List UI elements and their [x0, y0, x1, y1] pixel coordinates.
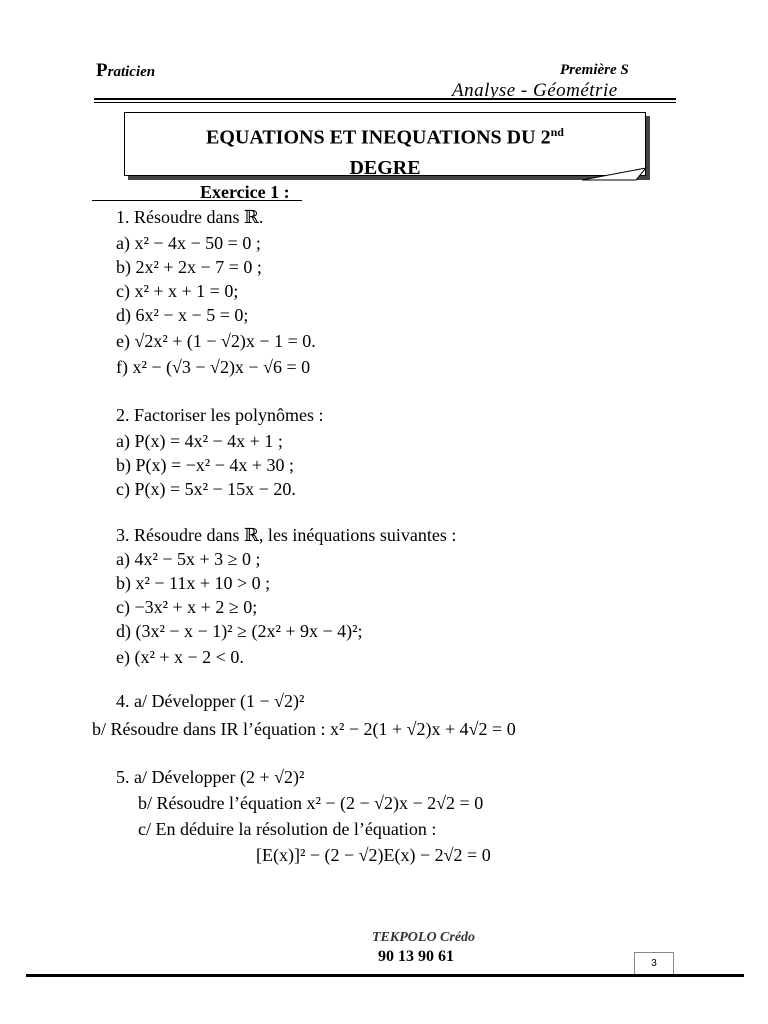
exercise-line: f) x² − (√3 − √2)x − √6 = 0	[116, 357, 311, 377]
exercise-line: a) P(x) = 4x² − 4x + 1 ;	[116, 431, 283, 451]
title-superscript: nd	[550, 125, 564, 139]
exercise-line: b/ Résoudre dans IR l’équation : x² − 2(1 + √2)x + 4√2 = 0	[92, 719, 516, 739]
exercise-line: c) P(x) = 5x² − 15x − 20.	[116, 479, 296, 499]
exercise-line: a) x² − 4x − 50 = 0 ;	[116, 233, 261, 253]
exercise-line: e) (x² + x − 2 < 0.	[116, 647, 244, 667]
title-box	[124, 112, 646, 179]
exercise-line: c) −3x² + x + 2 ≥ 0;	[116, 597, 258, 617]
exercise-line: c/ En déduire la résolution de l’équation :	[138, 819, 437, 839]
footer-phone: 90 13 90 61	[378, 948, 454, 965]
header-rule	[94, 98, 676, 100]
exercise-line: a) 4x² − 5x + 3 ≥ 0 ;	[116, 549, 261, 569]
footer-rule	[26, 974, 744, 977]
exercise-line: [E(x)]² − (2 − √2)E(x) − 2√2 = 0	[256, 845, 491, 865]
header-right: Première S	[560, 62, 629, 78]
page-number: 3	[634, 952, 674, 976]
exercise-line: c) x² + x + 1 = 0;	[116, 281, 239, 301]
exercise-line: d) 6x² − x − 5 = 0;	[116, 305, 249, 325]
exercise-line: b) P(x) = −x² − 4x + 30 ;	[116, 455, 294, 475]
exercise-line: 4. a/ Développer (1 − √2)²	[116, 691, 305, 711]
footer-author: TEKPOLO Crédo	[372, 930, 476, 945]
exercise-line: 3. Résoudre dans ℝ, les inéquations suivantes :	[116, 525, 457, 545]
exercise-line: b/ Résoudre l’équation x² − (2 − √2)x − 2√2 = 0	[138, 793, 484, 813]
header-left	[96, 60, 155, 82]
header-left-rest: raticien	[107, 64, 156, 80]
title-text: EQUATIONS ET INEQUATIONS DU 2	[206, 126, 551, 149]
exercise-line: 2. Factoriser les polynômes :	[116, 405, 324, 425]
header-left-initial: P	[96, 60, 108, 81]
exercise-line: 5. a/ Développer (2 + √2)²	[116, 767, 305, 787]
exercise-line: b) x² − 11x + 10 > 0 ;	[116, 573, 271, 593]
page-fold-icon	[580, 166, 650, 182]
exercise-line: 1. Résoudre dans ℝ.	[116, 207, 264, 227]
header-rule-thin	[94, 102, 676, 103]
title-line-1	[125, 117, 645, 153]
exercise-title: Exercice 1 :	[200, 182, 290, 202]
exercise-line: b) 2x² + 2x − 7 = 0 ;	[116, 257, 262, 277]
header-subject: Analyse - Géométrie	[452, 80, 618, 101]
title-line-2: DEGRE	[349, 156, 421, 179]
exercise-line: e) √2x² + (1 − √2)x − 1 = 0.	[116, 331, 316, 351]
exercise-line: d) (3x² − x − 1)² ≥ (2x² + 9x − 4)²;	[116, 621, 363, 641]
